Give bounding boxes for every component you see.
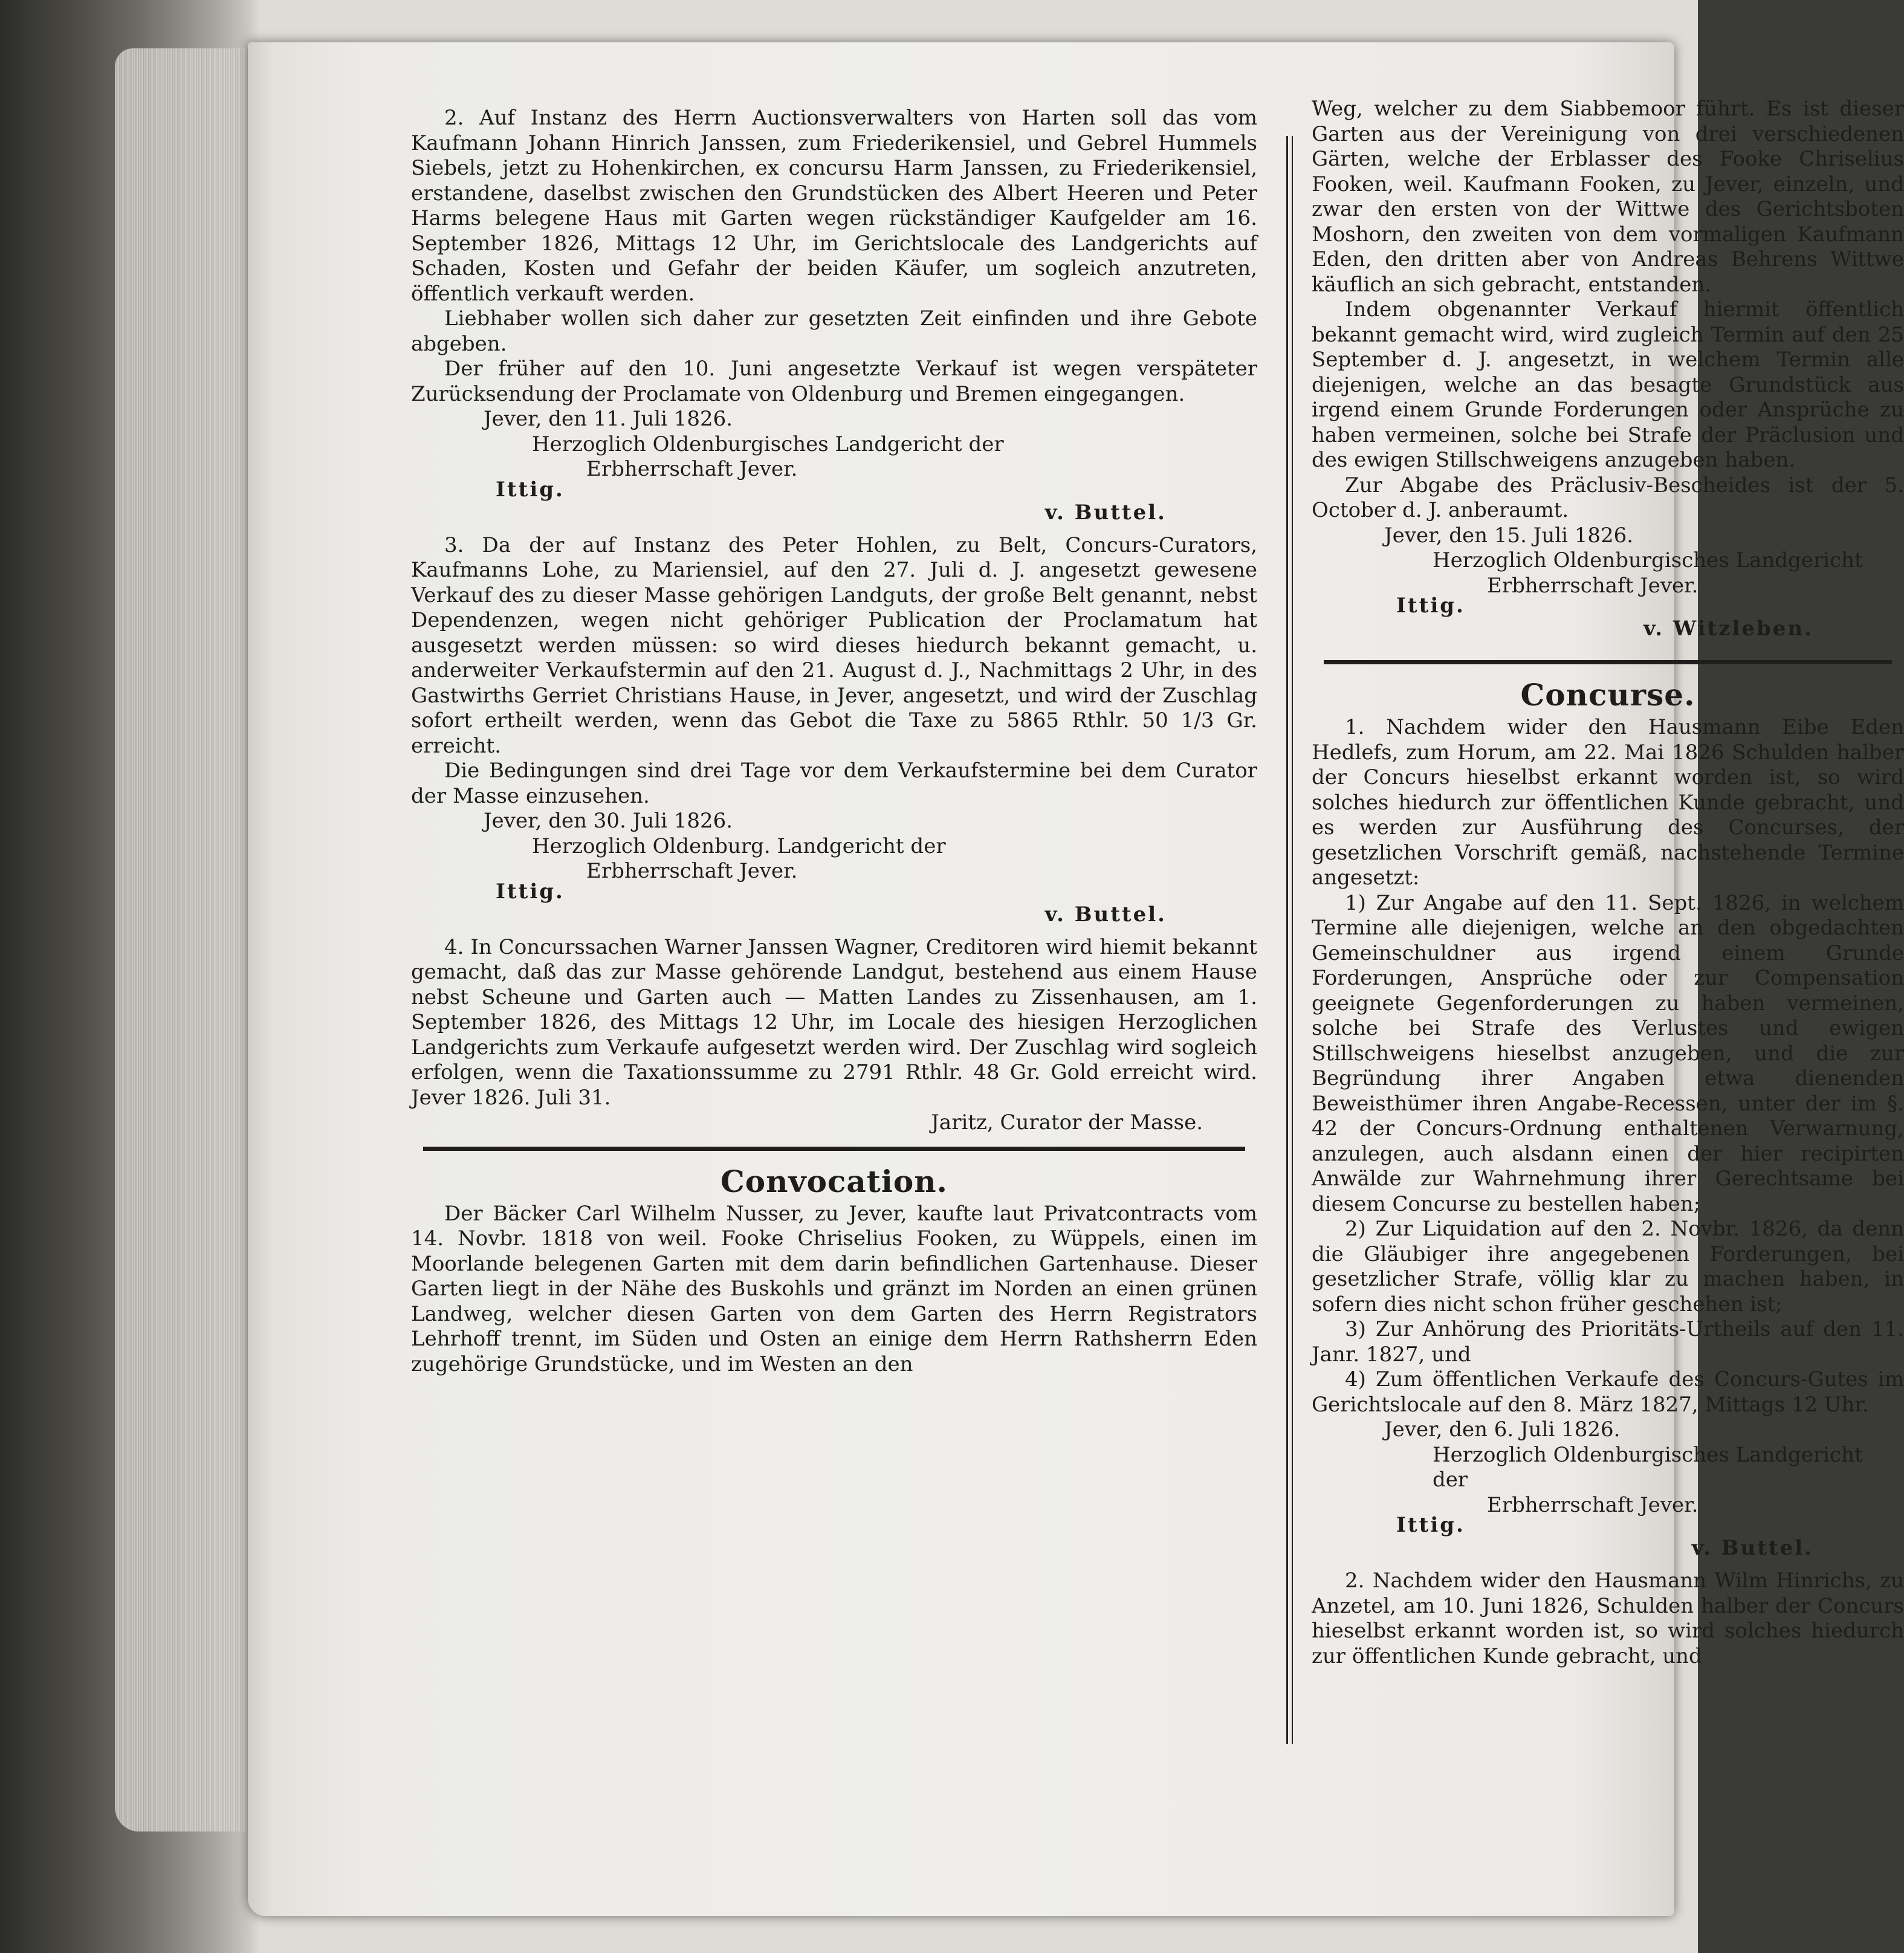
signature-right: v. Witzleben. bbox=[1643, 617, 1813, 641]
concurse-place-date: Jever, den 6. Juli 1826. bbox=[1384, 1417, 1621, 1442]
signature-left: Ittig. bbox=[1396, 1513, 1465, 1537]
convocation-continuation bbox=[1312, 97, 1904, 649]
entry-2-court-line-2: Erbherrschaft Jever. bbox=[586, 457, 798, 481]
entry-4-text: 4. In Concurssachen Warner Janssen Wagner, Creditoren wird hiemit bekannt gemacht, daß das zur Masse gehörende Landgut, bestehend aus einem Hause nebst Scheune und Garten auch — Matten Landes zu Zissenhausen, am 1. September 1826, des Mittags 12 Uhr, im Locale des hiesigen Herzoglichen Landgerichts zum Verkaufe aufgesetzt werden wird. Der Zuschlag wird sogleich erfolgen, wenn die Taxationssumme zu 2791 Rthlr. 48 Gr. Gold erreicht wird. Jever 1826. Juli 31. bbox=[411, 934, 1257, 1110]
entry-2-court-line-1: Herzoglich Oldenburgisches Landgericht der bbox=[532, 432, 1004, 456]
signature-left: Ittig. bbox=[496, 477, 565, 502]
concurse-court-line-1: Herzoglich Oldenburgisches Landgericht der bbox=[1433, 1442, 1863, 1492]
convocation-cont-paragraph-3: Zur Abgabe des Präclusiv-Bescheides ist der 5. October d. J. anberaumt. bbox=[1312, 473, 1904, 522]
concurse-item-4: 4) Zum öffentlichen Verkaufe des Concurs-Gutes im Gerichtslocale auf den 8. März 1827, Mittags 12 Uhr. bbox=[1312, 1367, 1904, 1417]
entry-2-text: 2. Auf Instanz des Herrn Auctionsverwalters von Harten soll das vom Kaufmann Johann Hinrich Janssen, zum Friederikensiel, und Gebrel Hummels Siebels, jetzt zu Hohenkirchen, ex concursu Harm Janssen, zu Friederikensiel, erstandene, daselbst zwischen den Grundstücken des Albert Heeren und Peter Harms belegene Haus mit Garten wegen rückständiger Kaufgelder am 16. September 1826, Mittags 12 Uhr, im Gerichtslocale des Landgerichts auf Schaden, Kosten und Gefahr der beiden Käufer, um sogleich anzutreten, öffentlich verkauft werden. bbox=[411, 106, 1257, 306]
page-edges bbox=[115, 48, 260, 1832]
signature-left: Ittig. bbox=[1396, 594, 1465, 618]
convocation-cont-signatures bbox=[1312, 594, 1904, 649]
entry-3-text: 3. Da der auf Instanz des Peter Hohlen, zu Belt, Concurs-Curators, Kaufmanns Lohe, zu Mariensiel, auf den 27. Juli d. J. angesetzt gewesene Verkauf des zu dieser Masse gehörigen Landguts, der große Belt genannt, nebst Dependenzen, wegen nicht gehöriger Publication der Proclamatum hat ausgesetzt werden müssen: so wird dieses hiedurch bekannt gemacht, u. anderweiter Verkaufstermin auf den 21. August d. J., Nachmittags 2 Uhr, in des Gastwirths Gerriet Christians Hause, in Jever, angesetzt, und wird der Zuschlag sofort ertheilt werden, wenn das Gebot die Taxe zu 5865 Rthlr. 50 1/3 Gr. erreicht. bbox=[411, 533, 1257, 758]
entry-2-place-date: Jever, den 11. Juli 1826. bbox=[484, 407, 733, 431]
entry-3-signatures bbox=[411, 879, 1257, 935]
notice-entry-3 bbox=[411, 533, 1257, 935]
concurse-court-line-2: Erbherrschaft Jever. bbox=[1487, 1492, 1698, 1517]
column-divider bbox=[1286, 136, 1293, 1744]
entry-2-signatures bbox=[411, 477, 1257, 533]
entry-3-court-line-2: Erbherrschaft Jever. bbox=[586, 859, 798, 883]
entry-3-place-date: Jever, den 30. Juli 1826. bbox=[484, 809, 733, 833]
page bbox=[248, 42, 1904, 1916]
entry-3-paragraph-2: Die Bedingungen sind drei Tage vor dem Verkaufstermine bei dem Curator der Masse einzusehen. bbox=[411, 759, 1257, 808]
concurse-signatures bbox=[1312, 1513, 1904, 1569]
entry-3-court-line-1: Herzoglich Oldenburg. Landgericht der bbox=[532, 834, 946, 858]
entry-2-paragraph-3: Der früher auf den 10. Juni angesetzte Verkauf ist wegen verspäteter Zurücksendung der Proclamate von Oldenburg und Bremen eingegangen. bbox=[411, 357, 1257, 406]
concurse-entry-1: 1. Nachdem wider den Hausmann Eibe Eden Hedlefs, zum Horum, am 22. Mai 1826 Schulden halber der Concurs hieselbst erkannt worden ist, so wird solches hiedurch zur öffentlichen Kunde gebracht, und es werden zur Ausführung des Concurses, der gesetzlichen Vorschrift gemäß, nachstehende Termine angesetzt: bbox=[1312, 715, 1904, 890]
convocation-cont-text: Weg, welcher zu dem Siabbemoor führt. Es ist dieser Garten aus der Vereinigung von drei verschiedenen Gärten, welche der Erblasser des Fooke Chriselius Fooken, weil. Kaufmann Fooken, zu Jever, einzeln, und zwar den ersten von der Wittwe des Gerichtsboten Moshorn, den zweiten von dem vormaligen Kaufmann Eden, den dritten aber von Andreas Behrens Wittwe käuflich an sich gebracht, entstanden. bbox=[1312, 97, 1904, 297]
right-column bbox=[1312, 42, 1904, 1669]
entry-2-paragraph-2: Liebhaber wollen sich daher zur gesetzten Zeit einfinden und ihre Gebote abgeben. bbox=[411, 306, 1257, 356]
section-rule bbox=[423, 1147, 1245, 1151]
concurse-entry-2: 2. Nachdem wider den Hausmann Wilm Hinrichs, zu Anzetel, am 10. Juni 1826, Schulden halber der Concurs hieselbst erkannt worden ist, so wird solches hiedurch zur öffentlichen Kunde gebracht, und bbox=[1312, 1569, 1904, 1668]
left-column bbox=[411, 42, 1257, 1377]
convocation-cont-court-line-1: Herzoglich Oldenburgisches Landgericht bbox=[1433, 548, 1863, 572]
convocation-text: Der Bäcker Carl Wilhelm Nusser, zu Jever, kaufte laut Privatcontracts vom 14. Novbr. 1818 von weil. Fooke Chriselius Fooken, zu Wüppels, einen im Moorlande belegenen Garten mit dem darin befindlichen Gartenhause. Dieser Garten liegt in der Nähe des Buskohls und gränzt im Norden an einen grünen Landweg, welcher diesen Garten von dem Garten des Herrn Registrators Lehrhoff trennt, im Süden und Osten an einige dem Herrn Rathsherrn Eden zugehörige Grundstücke, und im Westen an den bbox=[411, 1201, 1257, 1376]
convocation-cont-place-date: Jever, den 15. Juli 1826. bbox=[1384, 523, 1634, 548]
entry-4-curator: Jaritz, Curator der Masse. bbox=[931, 1110, 1203, 1135]
notice-entry-2 bbox=[411, 106, 1257, 533]
convocation-cont-court-line-2: Erbherrschaft Jever. bbox=[1487, 573, 1698, 598]
concurse-heading: Concurse. bbox=[1520, 677, 1695, 713]
signature-right: v. Buttel. bbox=[1044, 902, 1167, 927]
section-rule bbox=[1324, 660, 1892, 664]
signature-right: v. Buttel. bbox=[1691, 1536, 1813, 1560]
signature-right: v. Buttel. bbox=[1044, 500, 1167, 525]
convocation-cont-paragraph-2: Indem obgenannter Verkauf hiermit öffentlich bekannt gemacht wird, wird zugleich Termin auf den 25 September d. J. angesetzt, in welchem Termin alle diejenigen, welche an das besagte Grundstück aus irgend einem Grunde Forderungen oder Ansprüche zu haben vermeinen, solche bei Strafe der Präclusion und des ewigen Stillschweigens anzugeben haben. bbox=[1312, 297, 1904, 472]
signature-left: Ittig. bbox=[496, 879, 565, 904]
concurse-item-1: 1) Zur Angabe auf den 11. Sept. 1826, in welchem Termine alle diejenigen, welche an den obgedachten Gemeinschuldner aus irgend einem Grunde Forderungen, Ansprüche oder zur Compensation geeignete Gegenforderungen zu haben vermeinen, solche bei Strafe des Verlustes und ewigen Stillschweigens hieselbst anzugeben, und die zur Begründung ihrer Angaben etwa dienenden Beweisthümer ihren Angabe-Recessen, unter der im §. 42 der Concurs-Ordnung enthaltenen Verwarnung, anzulegen, auch alsdann einen der hier recipirten Anwälde zur Wahrnehmung ihrer Gerechtsame bei diesem Concurse zu bestellen haben; bbox=[1312, 890, 1904, 1216]
convocation-section bbox=[411, 1162, 1257, 1378]
convocation-heading: Convocation. bbox=[720, 1163, 948, 1199]
concurse-section bbox=[1312, 675, 1904, 1669]
notice-entry-4 bbox=[411, 935, 1257, 1136]
concurse-item-2: 2) Zur Liquidation auf den 2. Novbr. 1826, da denn die Gläubiger ihre angegebenen Forderungen, bei gesetzlicher Strafe, völlig klar zu machen haben, in sofern dies nicht schon früher geschehen ist; bbox=[1312, 1217, 1904, 1317]
concurse-item-3: 3) Zur Anhörung des Prioritäts-Urtheils auf den 11. Janr. 1827, und bbox=[1312, 1317, 1904, 1367]
